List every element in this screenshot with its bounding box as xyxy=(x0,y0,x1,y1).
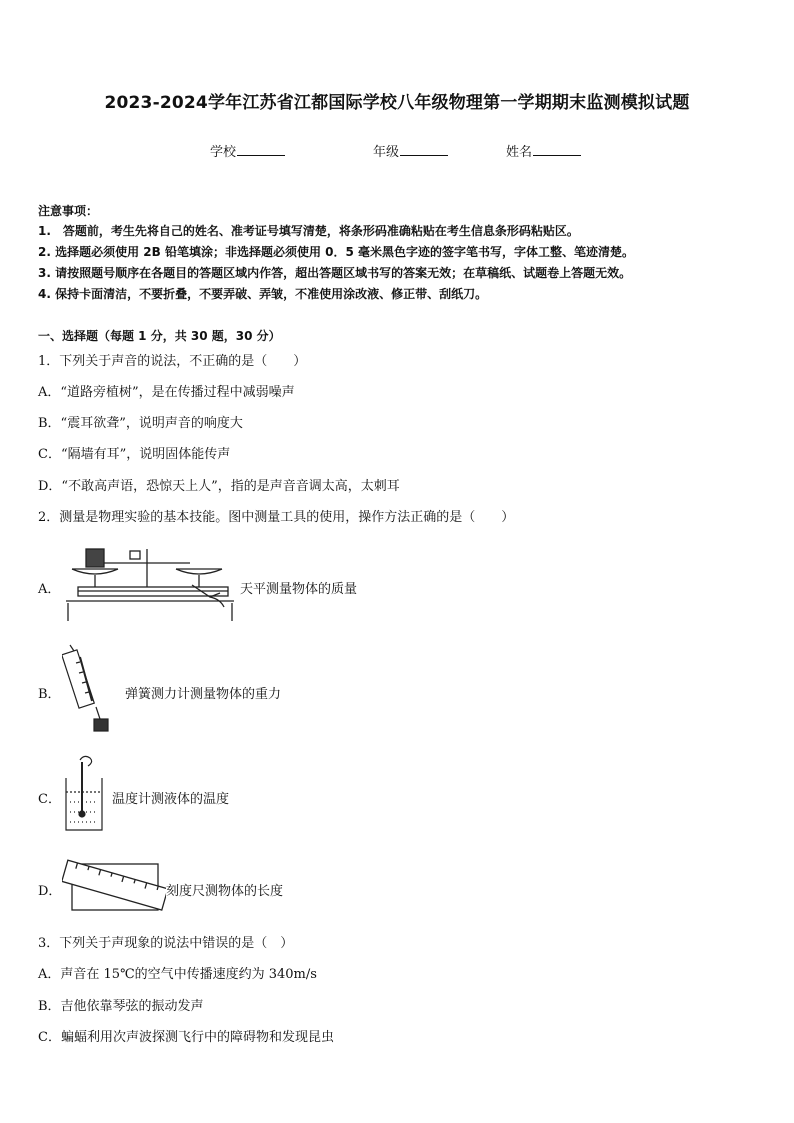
school-field xyxy=(210,141,285,160)
exam-title: 2023-2024学年江苏省江都国际学校八年级物理第一学期期末监测模拟试题 xyxy=(104,93,690,113)
note-item-4: 4. 保持卡面清洁，不要折叠，不要弄破、弄皱，不准使用涂改液、修正带、刮纸刀。 xyxy=(38,287,488,301)
spring-scale-figure xyxy=(62,643,120,737)
q1-option-c: C．“隔墙有耳”，说明固体能传声 xyxy=(38,447,231,462)
q3-option-b: B．吉他依靠琴弦的振动发声 xyxy=(38,999,204,1014)
grade-blank[interactable] xyxy=(400,143,448,156)
q2-option-b-letter: B． xyxy=(38,687,61,702)
name-field xyxy=(506,141,581,160)
note-item-1: 1. 答题前，考生先将自己的姓名、准考证号填写清楚，将条形码准确粘贴在考生信息条形码粘贴区。 xyxy=(38,224,579,238)
q3-option-a: A．声音在 15℃的空气中传播速度约为 340m/s xyxy=(38,967,317,982)
q2-option-b-text: 弹簧测力计测量物体的重力 xyxy=(125,687,282,702)
school-label: 学校 xyxy=(210,145,237,160)
grade-label: 年级 xyxy=(373,145,400,160)
note-item-2: 2. 选择题必须使用 2B 铅笔填涂；非选择题必须使用 0．5 毫米黑色字迹的签字笔书写，字体工整、笔迹清楚。 xyxy=(38,245,634,259)
q2-option-d-text: 刻度尺测物体的长度 xyxy=(166,884,284,899)
q2-stem: 2．测量是物理实验的基本技能。图中测量工具的使用，操作方法正确的是（ ） xyxy=(38,510,515,525)
q3-option-c: C．蝙蝠利用次声波探测飞行中的障碍物和发现昆虫 xyxy=(38,1030,334,1045)
grade-field xyxy=(373,141,448,160)
notes-heading: 注意事项： xyxy=(38,204,99,218)
q1-stem: 1．下列关于声音的说法，不正确的是（ ） xyxy=(38,354,307,369)
q2-option-d-letter: D． xyxy=(38,884,62,899)
q1-option-a: A．“道路旁植树”，是在传播过程中减弱噪声 xyxy=(38,385,295,400)
q2-option-a-text: 天平测量物体的质量 xyxy=(240,582,358,597)
balance-scale-figure xyxy=(64,543,236,625)
thermometer-beaker-figure xyxy=(62,752,108,834)
q2-option-a-letter: A． xyxy=(38,582,61,597)
q2-option-c-text: 温度计测液体的温度 xyxy=(112,792,230,807)
name-blank[interactable] xyxy=(533,143,581,156)
q1-option-d: D．“不敢高声语，恐惊天上人”，指的是声音音调太高，太刺耳 xyxy=(38,479,400,494)
q1-option-b: B．“震耳欲聋”，说明声音的响度大 xyxy=(38,416,243,431)
section-heading: 一、选择题（每题 1 分，共 30 题，30 分） xyxy=(38,329,281,343)
q2-option-c-letter: C． xyxy=(38,792,61,807)
note-item-3: 3. 请按照题号顺序在各题目的答题区域内作答，超出答题区域书写的答案无效；在草稿纸、试题卷上答题无效。 xyxy=(38,266,632,280)
ruler-block-figure xyxy=(62,858,166,918)
q3-stem: 3．下列关于声现象的说法中错误的是（ ） xyxy=(38,936,294,951)
name-label: 姓名 xyxy=(506,145,533,160)
school-blank[interactable] xyxy=(237,143,285,156)
